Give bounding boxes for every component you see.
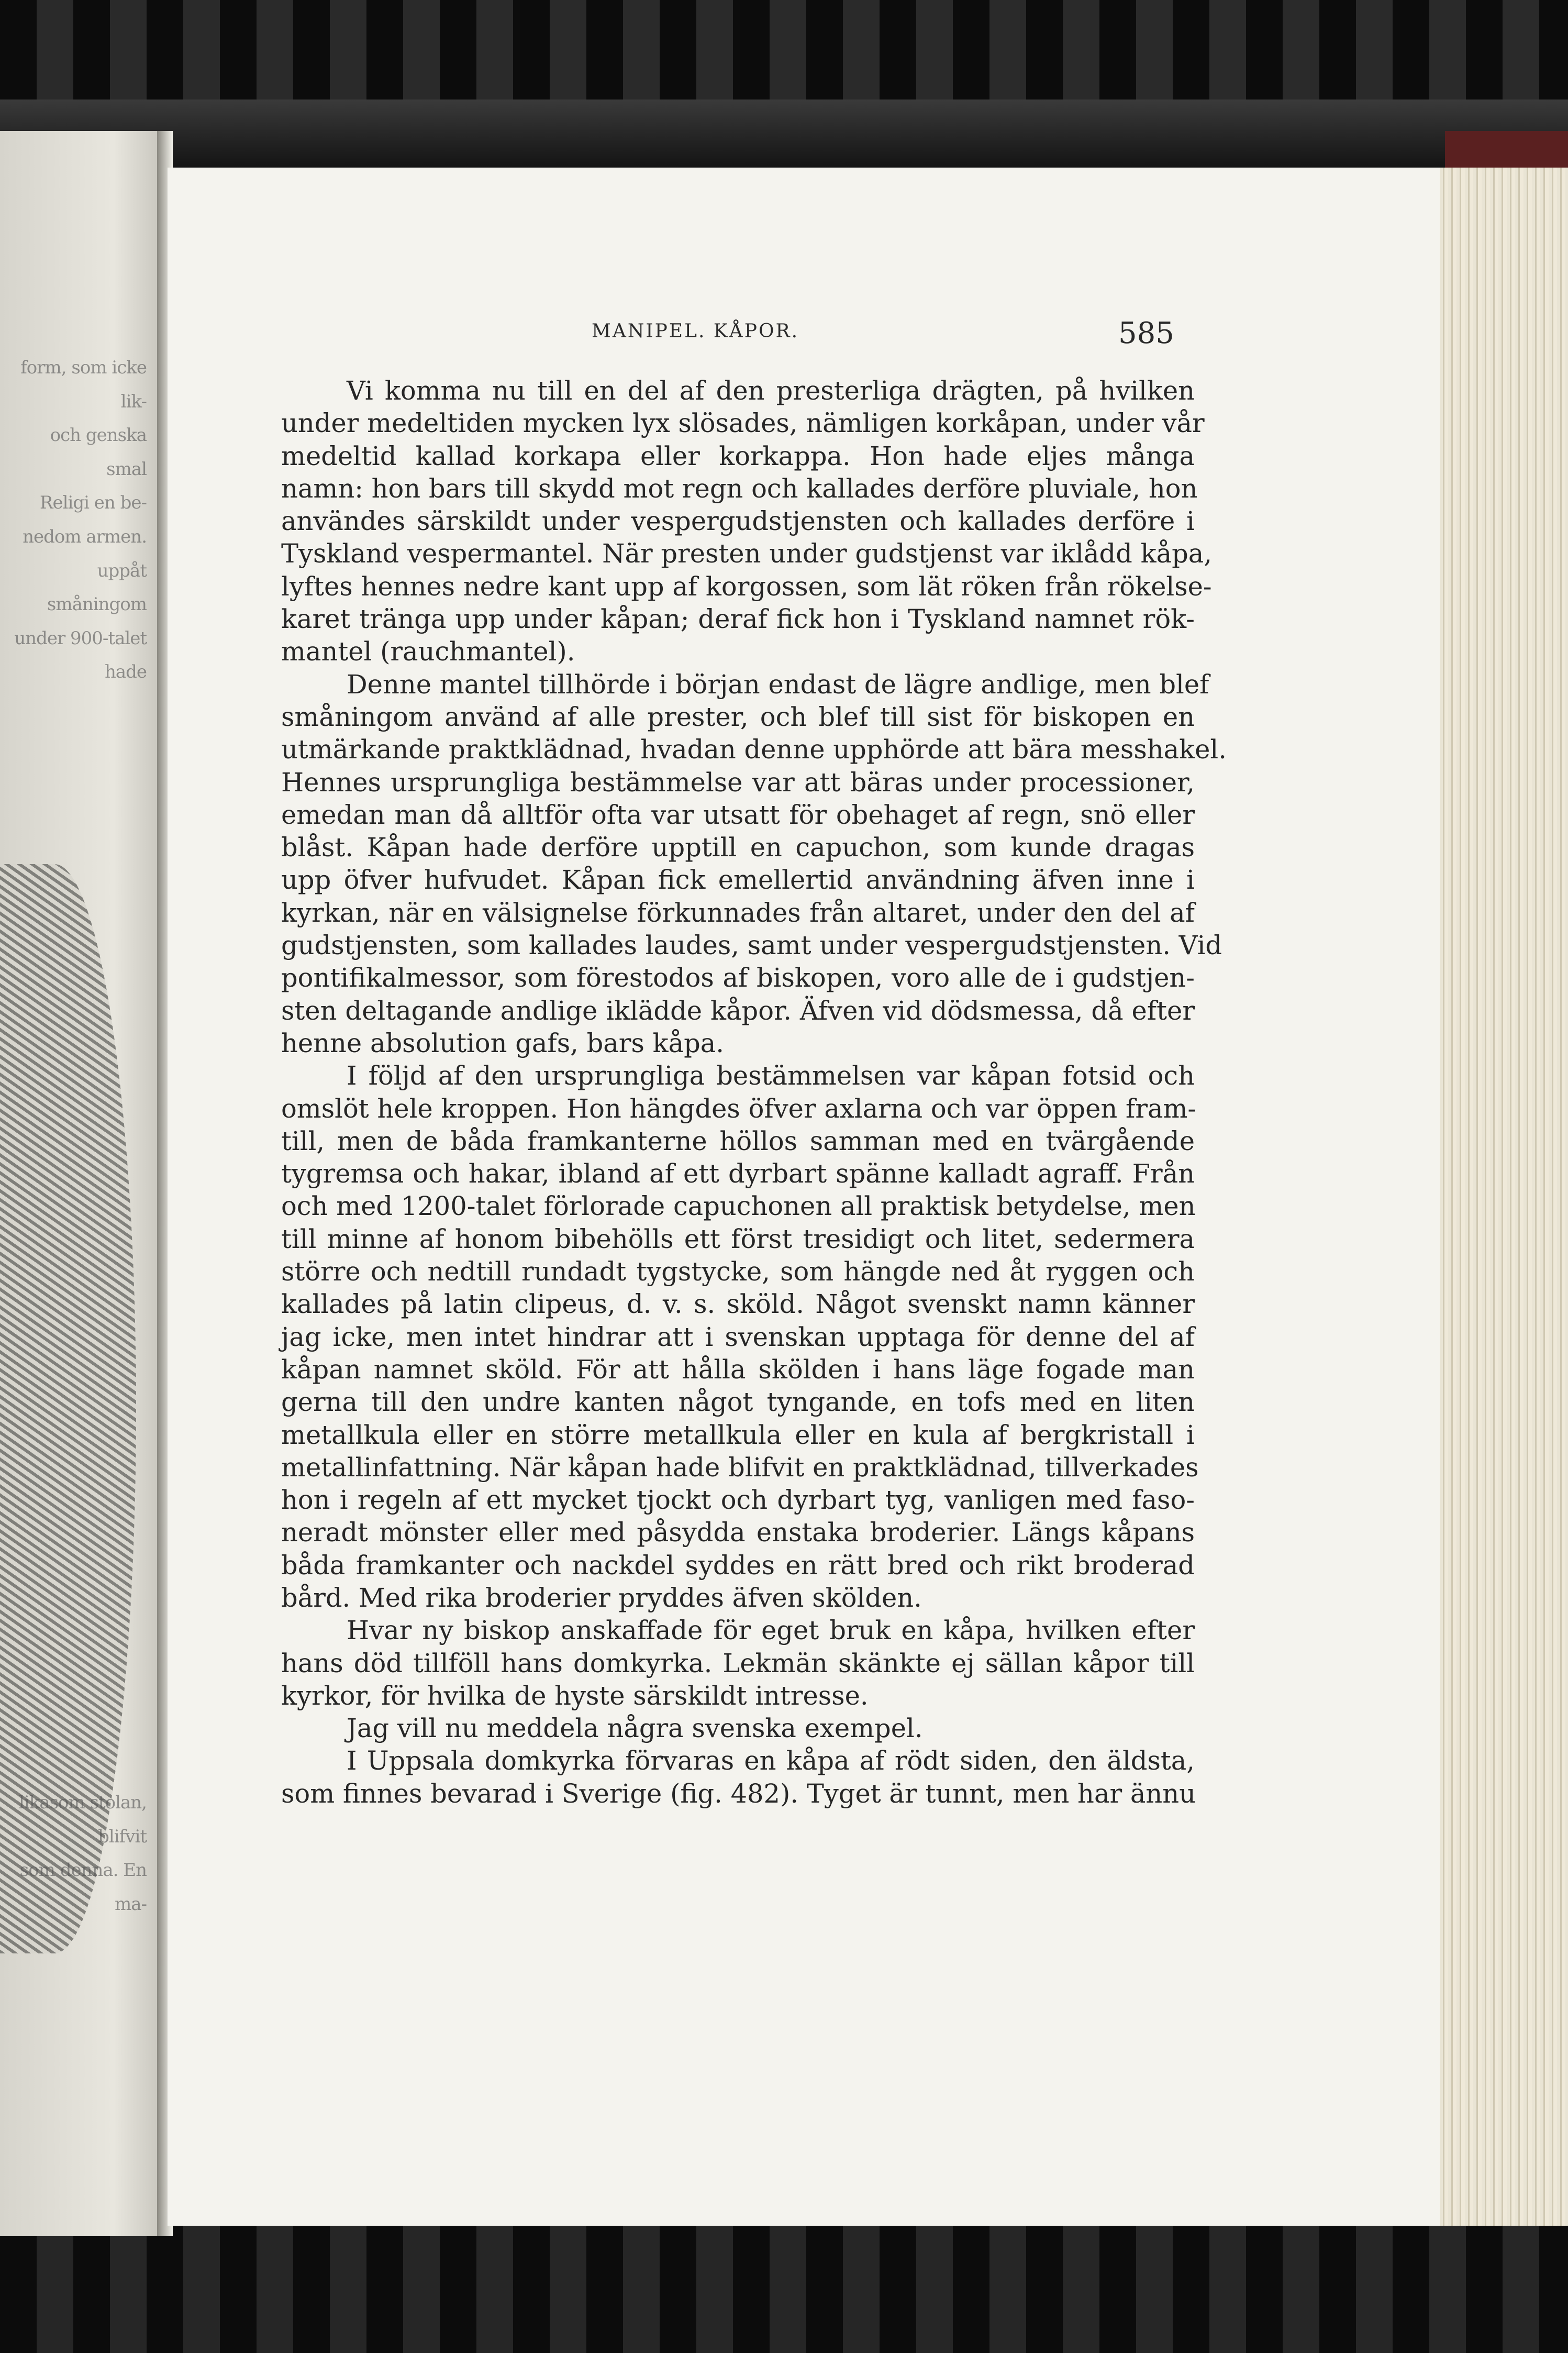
paragraph bbox=[216, 1614, 1195, 1712]
text-line: jag icke, men intet hindrar att i svenskan upptaga för denne del af bbox=[281, 1321, 1195, 1352]
text-line: kyrkan, när en välsignelse förkunnades från altaret, under den del af bbox=[281, 897, 1195, 928]
facing-page-text-top: form, som icke lik- och genska smal Religi en be- nedom armen. uppåt småningom under 900-talet hade bbox=[14, 357, 147, 683]
text-line: till, men de båda framkanterne höllos samman med en tvärgående bbox=[281, 1125, 1195, 1156]
text-line: Vi komma nu till en del af den presterliga drägten, på hvilken bbox=[347, 375, 1195, 406]
facing-page bbox=[0, 131, 162, 2236]
text-line: Tyskland vespermantel. När presten under gudstjenst var iklådd kåpa, bbox=[281, 538, 1213, 569]
text-line: neradt mönster eller med påsydda enstaka broderier. Längs kåpans bbox=[281, 1517, 1195, 1548]
text-line: hon i regeln af ett mycket tjockt och dyrbart tyg, vanligen med faso- bbox=[281, 1485, 1195, 1516]
scanner-bed-bottom bbox=[0, 2226, 1568, 2353]
paragraph bbox=[216, 1712, 1195, 1744]
text-line: bård. Med rika broderier pryddes äfven skölden. bbox=[281, 1582, 922, 1613]
text-line: henne absolution gafs, bars kåpa. bbox=[281, 1028, 725, 1058]
text-line: I Uppsala domkyrka förvaras en kåpa af rödt siden, den äldsta, bbox=[347, 1746, 1195, 1776]
text-line: Jag vill nu meddela några svenska exempel. bbox=[347, 1713, 923, 1744]
running-head: MANIPEL. KÅPOR. bbox=[592, 321, 799, 342]
text-line: lyftes hennes nedre kant upp af korgossen, som lät röken från rökelse- bbox=[281, 571, 1212, 602]
text-line: metallinfattning. När kåpan hade blifvit en praktklädnad, tillverkades bbox=[281, 1452, 1199, 1483]
text-line: småningom använd af alle prester, och blef till sist för biskopen en bbox=[281, 701, 1195, 732]
paragraph bbox=[216, 1059, 1199, 1614]
text-line: kåpan namnet sköld. För att hålla skölden i hans läge fogade man bbox=[281, 1354, 1195, 1385]
text-line: I följd af den ursprungliga bestämmelsen var kåpan fotsid och bbox=[347, 1060, 1195, 1091]
text-line: upp öfver hufvudet. Kåpan fick emellertid användning äfven inne i bbox=[281, 865, 1195, 896]
text-line: blåst. Kåpan hade derföre upptill en capuchon, som kunde dragas bbox=[281, 832, 1195, 863]
text-line: mantel (rauchmantel). bbox=[281, 636, 575, 667]
scanner-bed-shadow bbox=[0, 100, 1568, 173]
text-line: pontifikalmessor, som förestodos af biskopen, voro alle de i gudstjen- bbox=[281, 963, 1195, 993]
text-line: namn: hon bars till skydd mot regn och kallades derföre pluviale, hon bbox=[281, 473, 1198, 504]
text-line: större och nedtill rundadt tygstycke, som hängde ned åt ryggen och bbox=[281, 1256, 1195, 1287]
paragraph bbox=[216, 374, 1213, 668]
text-line: omslöt hele kroppen. Hon hängdes öfver axlarna och var öppen fram- bbox=[281, 1093, 1197, 1124]
page-header bbox=[0, 316, 1568, 352]
text-line: sten deltagande andlige iklädde kåpor. Äfven vid dödsmessa, då efter bbox=[281, 995, 1195, 1026]
text-line: karet tränga upp under kåpan; deraf fick hon i Tyskland namnet rök- bbox=[281, 604, 1195, 635]
text-line: tygremsa och hakar, ibland af ett dyrbart spänne kalladt agraff. Från bbox=[281, 1158, 1195, 1189]
text-line: emedan man då alltför ofta var utsatt för obehaget af regn, snö eller bbox=[281, 799, 1195, 830]
text-line: hans död tillföll hans domkyrka. Lekmän skänkte ej sällan kåpor till bbox=[281, 1648, 1195, 1678]
text-line: till minne af honom bibehölls ett först tresidigt och litet, sedermera bbox=[281, 1223, 1195, 1254]
text-line: användes särskildt under vespergudstjensten och kallades derföre i bbox=[281, 506, 1195, 537]
text-line: gudstjensten, som kallades laudes, samt under vespergudstjensten. Vid bbox=[281, 930, 1222, 961]
text-line: Denne mantel tillhörde i början endast de lägre andlige, men blef bbox=[347, 669, 1209, 700]
text-line: gerna till den undre kanten något tyngande, en tofs med en liten bbox=[281, 1387, 1195, 1418]
text-line: Hennes ursprungliga bestämmelse var att bäras under processioner, bbox=[281, 767, 1195, 798]
text-line: utmärkande praktklädnad, hvadan denne upphörde att bära messhakel. bbox=[281, 734, 1227, 765]
text-line: metallkula eller en större metallkula eller en kula af bergkristall i bbox=[281, 1419, 1195, 1450]
facing-page-text-bottom: likasom stolan, blifvit som denna. En ma- bbox=[18, 1792, 147, 1915]
text-line: och med 1200-talet förlorade capuchonen all praktisk betydelse, men bbox=[281, 1191, 1196, 1222]
text-line: kallades på latin clipeus, d. v. s. sköld. Något svenskt namn känner bbox=[281, 1289, 1195, 1320]
paragraph bbox=[216, 1744, 1195, 1810]
body-text bbox=[216, 374, 1227, 1810]
page-stack-edge bbox=[1440, 168, 1568, 2226]
text-line: som finnes bevarad i Sverige (fig. 482). Tyget är tunnt, men har ännu bbox=[281, 1778, 1196, 1809]
text-line: under medeltiden mycken lyx slösades, nämligen korkåpan, under vår bbox=[281, 408, 1205, 439]
page-number: 585 bbox=[1118, 316, 1174, 350]
text-line: Hvar ny biskop anskaffade för eget bruk en kåpa, hvilken efter bbox=[347, 1615, 1195, 1646]
text-line: kyrkor, för hvilka de hyste särskildt intresse. bbox=[281, 1680, 869, 1711]
text-line: medeltid kallad korkapa eller korkappa. Hon hade eljes många bbox=[281, 440, 1195, 471]
paragraph bbox=[216, 668, 1227, 1060]
text-line: båda framkanter och nackdel syddes en rätt bred och rikt broderad bbox=[281, 1550, 1195, 1581]
